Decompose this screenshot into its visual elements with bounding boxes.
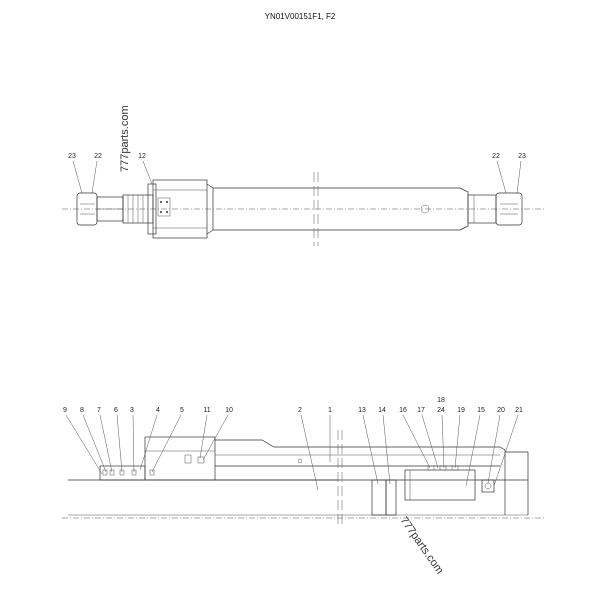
callout-label: 22 xyxy=(94,153,102,160)
callout-label: 23 xyxy=(518,153,526,160)
callout-label: 14 xyxy=(378,407,386,414)
callout-label: 11 xyxy=(203,407,211,414)
cylinder-top-view xyxy=(62,172,545,246)
callout-label: 18 xyxy=(437,397,445,404)
callout-label: 2 xyxy=(298,407,302,414)
callout-label: 15 xyxy=(477,407,485,414)
callout-label: 17 xyxy=(417,407,425,414)
callout-label: 12 xyxy=(138,153,146,160)
callout-label: 1 xyxy=(328,407,332,414)
section-view-callouts xyxy=(63,397,523,490)
callout-label: 4 xyxy=(156,407,160,414)
callout-label: 13 xyxy=(358,407,366,414)
callout-label: 5 xyxy=(180,407,184,414)
diagram-title: YN01V00151F1, F2 xyxy=(264,12,336,21)
watermark: 777parts.com xyxy=(397,514,446,577)
watermark: 777parts.com xyxy=(119,105,131,172)
callout-label: 22 xyxy=(492,153,500,160)
callout-label: 7 xyxy=(97,407,101,414)
callout-label: 24 xyxy=(437,407,445,414)
callout-label: 19 xyxy=(457,407,465,414)
cylinder-section-view xyxy=(62,430,545,525)
callout-label: 20 xyxy=(497,407,505,414)
callout-label: 21 xyxy=(515,407,523,414)
callout-label: 3 xyxy=(130,407,134,414)
callout-label: 9 xyxy=(63,407,67,414)
callout-label: 6 xyxy=(114,407,118,414)
callout-label: 16 xyxy=(399,407,407,414)
callout-label: 10 xyxy=(225,407,233,414)
top-view-callouts xyxy=(68,153,526,193)
callout-label: 8 xyxy=(80,407,84,414)
callout-label: 23 xyxy=(68,153,76,160)
